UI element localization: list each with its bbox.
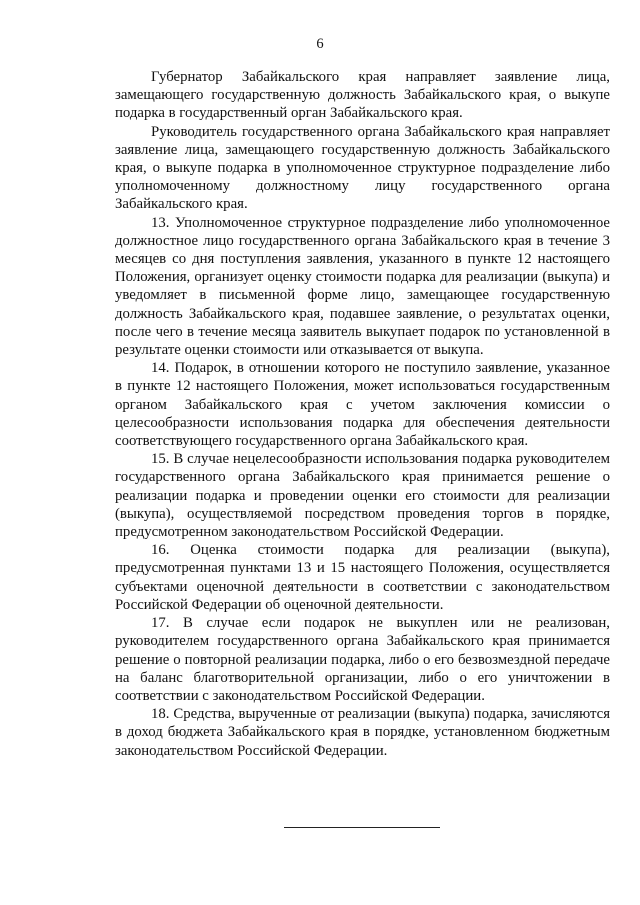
paragraph-18: 18. Средства, вырученные от реализации (выкупа) подарка, зачисляются в доход бюджета Забайкальского края в порядке, установленном бюджетным законодательством Российской Федерации. <box>115 706 610 759</box>
page-number: 6 <box>316 36 324 52</box>
paragraph-14: 14. Подарок, в отношении которого не поступило заявление, указанное в пункте 12 настоящего Положения, может использоваться государственным органом Забайкальского края с учетом заключения комиссии о целесообразности использования подарка для обеспечения деятельности соответствующего государственного органа Забайкальского края. <box>115 360 610 450</box>
paragraph-17: 17. В случае если подарок не выкуплен или не реализован, руководителем государственного органа Забайкальского края принимается решение о повторной реализации подарка, либо о его безвозмездной передаче на баланс благотворительной организации, либо о его уничтожении в соответствии с законодательством Российской Федерации. <box>115 615 610 704</box>
paragraph-head-application: Руководитель государственного органа Забайкальского края направляет заявление лица, замещающего государственную должность Забайкальского края, о выкупе подарка в уполномоченное структурное подразделение либо уполномоченному должностному лицу государственного органа Забайкальского края. <box>115 123 610 213</box>
paragraph-13: 13. Уполномоченное структурное подразделение либо уполномоченное должностное лицо государственного органа Забайкальского края в течение 3 месяцев со дня поступления заявления, указанного в пункте 12 настоящего Положения, организует оценку стоимости подарка для реализации (выкупа) и уведомляет в письменной форме лицо, замещающее государственную должность Забайкальского края, подавшее заявление, о результатах оценки, после чего в течение месяца заявитель выкупает подарок по установленной в результате оценки стоимости или отказывается от выкупа. <box>115 214 610 359</box>
end-divider-line <box>284 827 440 828</box>
paragraph-15: 15. В случае нецелесообразности использования подарка руководителем государственного органа Забайкальского края принимается решение о реализации подарка и проведении оценки его стоимости для реализации (выкупа), осуществляемой посредством проведения торгов в порядке, предусмотренном законодательством Российской Федерации. <box>115 451 610 541</box>
paragraph-16: 16. Оценка стоимости подарка для реализации (выкупа), предусмотренная пунктами 13 и 15 настоящего Положения, осуществляется субъектами оценочной деятельности в соответствии с законодательством Российской Федерации об оценочной деятельности. <box>115 542 610 613</box>
document-body <box>115 68 610 760</box>
paragraph-governor-application: Губернатор Забайкальского края направляет заявление лица, замещающего государственную должность Забайкальского края, о выкупе подарка в государственный орган Забайкальского края. <box>115 69 610 122</box>
